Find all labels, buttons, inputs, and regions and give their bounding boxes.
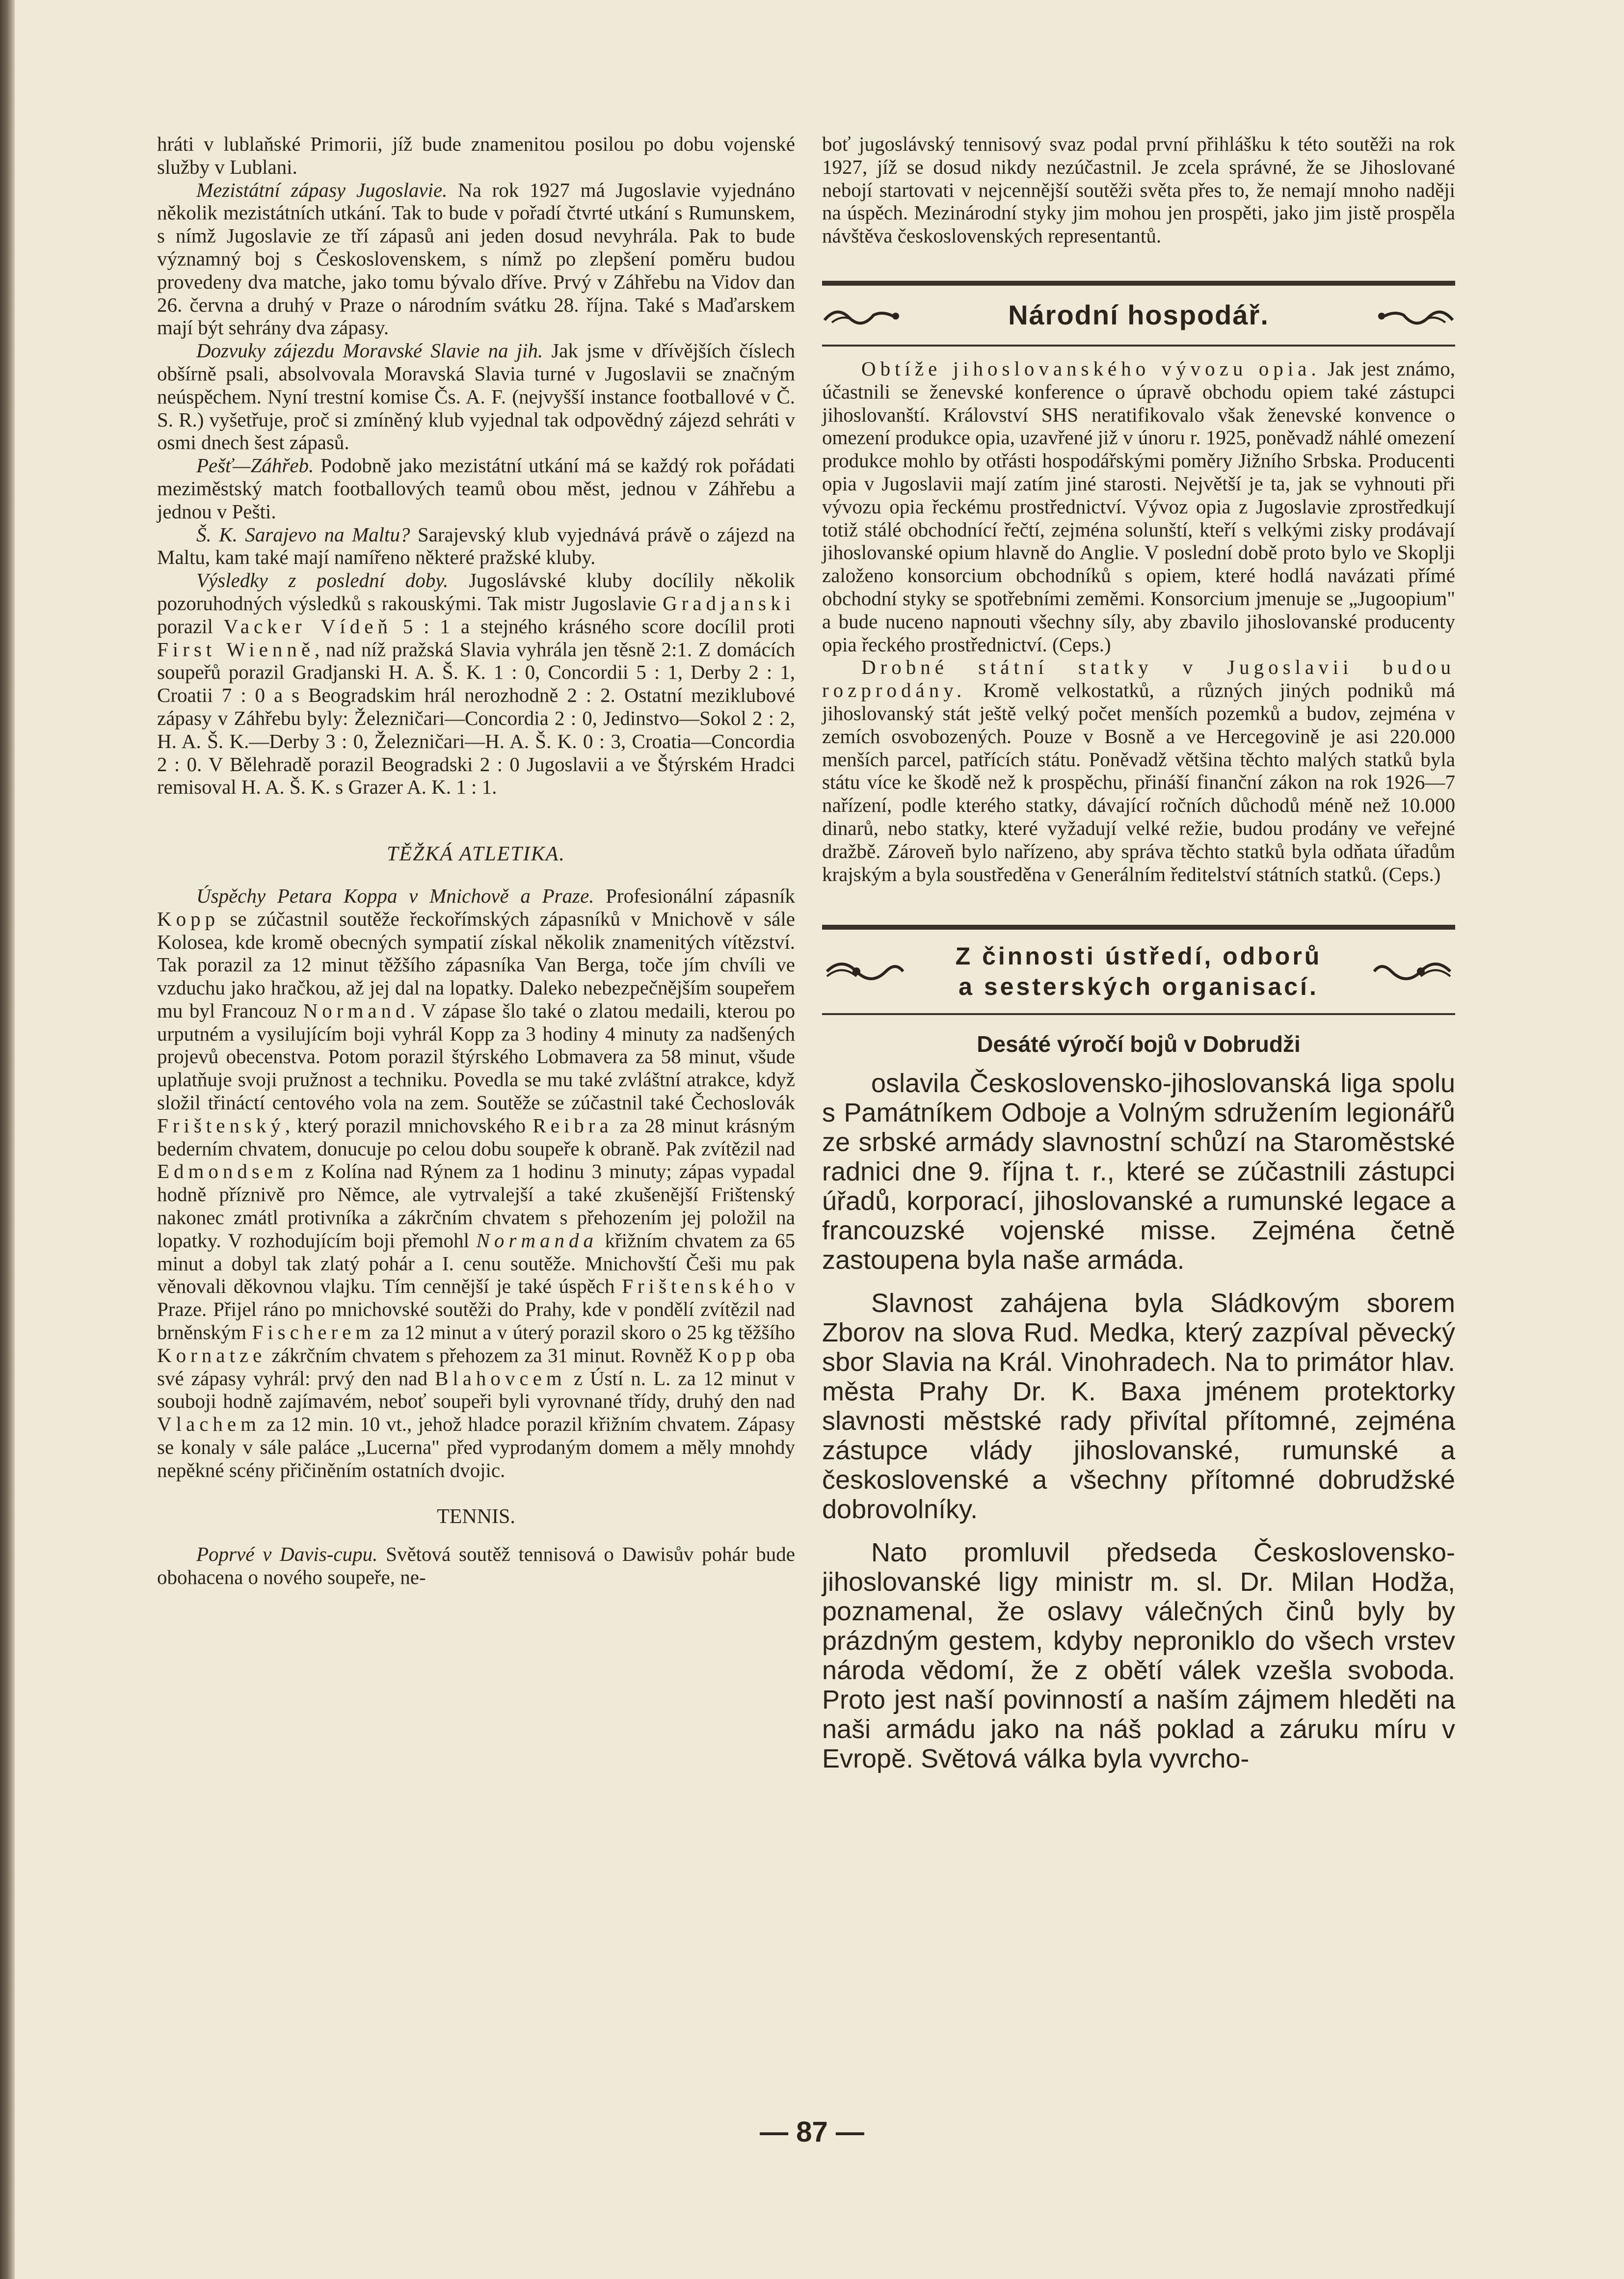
text: , nad níž pražská Slavia vyhrála jen těsně 2:1. Z domácích soupeřů porazil Gradjanski H. A. Š. K. 1 : 0, Concordii 5 : 1, Derby 2 : 1, Croatii 7 : 0 a s Beogradskim hrál nerozhodně 2 : 2. Ostatní meziklubové zápasy v Záhřebu byly: Železničari—Concordia 2 : 0, Jedinstvo—Sokol 2 : 2, H. A. Š. K.—Derby 3 : 0, Železničari—H. A. Š. K. 0 : 3, Croatia—Concordia 2 : 0. V Bělehradě porazil Beogradski 2 : 0 Jugoslavii a ve Štýrském Hradci remisoval H. A. Š. K. s Grazer A. K. 1 : 1. <box>157 638 795 799</box>
spaced-name: Frištenský <box>157 1114 285 1137</box>
left-flourish-ornament-icon <box>822 300 905 330</box>
headline-uspechy-koppa: Úspěchy Petara Koppa v Mnichově a Praze. <box>196 884 594 907</box>
right-scroll-ornament-icon <box>1372 957 1455 986</box>
section-rule-top <box>822 281 1455 286</box>
large-paragraph-1: oslavila Československo-jihoslovanská liga spolu s Památníkem Odboje a Volným sdružením legionářů ze srbské armády slavnostní schůzí na Staroměstské radnici dne 9. října t. r., které se zúčastnili zástupci úřadů, korporací, jihoslovanské a rumunské legace a francouzské vojenské misse. Zejména četně zastoupena byla naše armáda. <box>822 1069 1455 1275</box>
left-paragraph-8-text: Světová soutěž tennisová o Dawisův pohár bude obohacena o nového soupeře, ne- <box>157 1543 795 1589</box>
left-paragraph-4-text: Podobně jako mezistátní utkání má se každý rok pořádati meziměstský match footballových teamů obou měst, jednou v Záhřebu a jednou v Pešti. <box>157 454 795 523</box>
left-paragraph-1: hráti v lublaňské Primorii, jíž bude znamenitou posilou po dobu vojenské služby v Lublani. <box>157 133 795 178</box>
large-paragraph-3: Nato promluvil předseda Československo-jihoslovanské ligy ministr m. sl. Dr. Milan Hodža, poznamenal, že oslavy válečných činů byly by prázdným gestem, kdyby neproniklo do všech vrstev národa vědomí, že z obětí válek vzešla svoboda. Proto jest naší povinností a naším zájmem hleděti na naši armádu jako na náš poklad a záruku míru v Evropě. Světová válka byla vyvrcho- <box>822 1538 1455 1774</box>
banner2-line-2: a sesterských organisací. <box>958 973 1319 1001</box>
left-paragraph-2-text: Na rok 1927 má Jugoslavie vyjednáno několik mezistátních utkání. Tak to bude v pořadí čtvrté utkání s Rumunskem, s nímž Jugoslavie ze tří zápasů ani jeden dosud nevyhrála. Pak to bude významný boj s Československem, s nímž po zlepšení poměru budou provedeny dva matche, jako tomu bývalo dříve. Prvý v Záhřebu na Vidov dan 26. června a druhý v Praze o národním svátku 28. října. Také s Maďarskem mají být sehrány dva zápasy. <box>157 178 795 339</box>
left-paragraph-5-text: Sarajevský klub vyjednává právě o zájezd na Maltu, kam také mají namířeno některé pražské kluby. <box>157 523 796 569</box>
text: . V zápase šlo také o zlatou medaili, kterou po urputném a vysilujícím boji vyhrál Kopp za 3 hodiny 4 minuty za nadšených projevů obecenstva. Potom porazil štýrského Lobmavera za 58 minut, všude uplatňuje svoji pružnost a techniku. Povedla se mu také zvláštní atrakce, když složil třináctí centového vola na zem. Soutěže se zúčastnil také Čechoslovák <box>157 999 795 1114</box>
section-rule-bottom-2 <box>822 1013 1455 1015</box>
spaced-name: Fischerem <box>252 1321 376 1344</box>
spaced-name: Kopp <box>698 1343 761 1367</box>
headline-mezistatni-zapasy: Mezistátní zápasy Jugoslavie. <box>196 178 448 201</box>
page-number: — 87 — <box>760 2116 864 2148</box>
right-paragraph-2-text: Jak jest známo, účastnili se ženevské konference o úpravě obchodu opiem také zástupci jihoslovanští. Království SHS neratifikovalo však ženevské konvence o omezení produkce opia, uzavřené již v únoru r. 1925, poněvadž náhlé omezení produkce mohlo by otřásti hospodářskými poměry Jižního Srbska. Producenti opia v Jugoslavii mají zatím jiné starosti. Největší je ta, jak se vyhnouti při vývozu opia řeckému prostřednictví. Vývoz opia z Jugoslavie zprostředkují totiž stálé obchodnící řečtí, zejména solunští, kteří s velkými zisky prodávají jihoslovanské opium hlavně do Anglie. V poslední době proto bylo ve Skoplji založeno konsorcium obchodníků s opiem, které hodlá navázati přímé obchodní styky se spotřebními zeměmi. Konsorcium jmenuje se „Jugoopium" a bude nuceno napnouti všechny síly, aby zbavilo jihoslovanské producenty opia řeckého prostřednictví. (Ceps.) <box>822 357 1455 656</box>
text: oba své zápasy vyhrál: prvý den nad <box>157 1343 795 1390</box>
banner2-title <box>956 941 1322 1002</box>
headline-poprve-davis-cup: Poprvé v Davis-cupu. <box>196 1543 378 1566</box>
article-body-large <box>822 1069 1455 1773</box>
text: Profesionální zápasník <box>594 884 795 907</box>
left-paragraph-3 <box>157 339 795 454</box>
spaced-name: Frištenského <box>622 1275 778 1298</box>
left-paragraph-7 <box>157 885 795 1482</box>
text: , který porazil mnichovského <box>285 1114 533 1137</box>
spaced-name: Blahovcem <box>434 1367 566 1390</box>
text: zákrčním chvatem s přehozem za 31 minut. Rovněž <box>266 1343 698 1367</box>
right-paragraph-2 <box>822 357 1455 656</box>
headline-dozvuky-zajezdu: Dozvuky zájezdu Moravské Slavie na jih. <box>196 339 543 362</box>
right-flourish-ornament-icon <box>1372 300 1455 330</box>
text: z Ústí n. L. za 12 minut v souboji hodně zajímavém, neboť soupeři byli vyrovnané třídy, druhý den nad <box>157 1367 795 1413</box>
banner-narodni-hospodar <box>822 286 1455 345</box>
spaced-name: First Wienně <box>157 638 315 661</box>
large-paragraph-2: Slavnost zahájena byla Sládkovým sborem Zborov na slova Rud. Medka, který zazpíval pěvecký sbor Slavia na Král. Vinohradech. Na to primátor hlav. města Prahy Dr. K. Baxa jménem protektorky slavnosti městské rady přivítal přítomné, zejména zástupce vlády jihoslovanské, rumunské a československé a všechny přítomné dobrudžské dobrovolníky. <box>822 1288 1455 1525</box>
text: křižním chvatem za 65 minut a dobyl tak zlatý pohár a I. cenu soutěže. Mnichovští Češi mu pak věnovali děkovnou vlajku. Tím cennější je také úspěch <box>157 1229 795 1298</box>
right-paragraph-3-text: Kromě velkostatků, a různých jiných podniků má jihoslovanský stát ještě velký počet menších pozemků a budov, zejména v zemích osvobozených. Pouze v Bosně a ve Hercegovině je asi 220.000 menších parcel, patřících státu. Poněvadž většina těchto malých statků byla státu více ke škodě než k prospěchu, přináší finanční zákon na rok 1926—7 nařízení, podle kterého statky, dávající ročních důchodů méně než 10.000 dinarů, nebo statky, které vyžadují velké režie, budou prodány ve veřejné dražbě. Zároveň bylo nařízeno, aby správa těchto statků byla odňata úřadům krajským a byla soustředěna v Generálním ředitelství státních statků. (Ceps.) <box>822 679 1455 885</box>
banner-title: Národní hospodář. <box>1008 299 1269 330</box>
headline-drobne-statky: Drobné státní statky v Jugoslavii budou rozprodány. <box>822 656 1455 702</box>
text: se zúčastnil soutěže řeckořímských zápasníků v Mnichově v sále Kolosea, kde kromě obecných sympatií získal několik znamenitých vítězství. Tak porazil za 12 minut těžšího zápasníka Van Berga, toče jím chvíli ve vzduchu jako hračkou, až jej dal na lopatky. Daleko nebezpečnějším soupeřem mu byl Francouz <box>157 907 795 1022</box>
spaced-name: Gradjanski <box>663 591 795 615</box>
spaced-name: Vlachem <box>157 1413 261 1436</box>
text: za 28 minut krásným bederním chvatem, donucuje po celou dobu soupeře k obraně. Pak zvítězil nad <box>157 1114 795 1160</box>
left-paragraph-5 <box>157 523 795 569</box>
spaced-name: Kornatze <box>157 1343 266 1367</box>
spaced-name: Normanda <box>476 1229 598 1252</box>
section-rule-top-2 <box>822 925 1455 930</box>
banner2-line-1: Z činnosti ústředí, odborů <box>955 942 1322 970</box>
spaced-name: Reibra <box>532 1114 613 1137</box>
section-heading-atletika: TĚŽKÁ ATLETIKA. <box>387 843 565 866</box>
text: Jugoslávské kluby docílily několik pozoruhodných výsledků s rakouskými. Tak mistr Jugoslavie <box>157 569 795 615</box>
text: 5 : 1 a stejného krásného score docílil proti <box>392 615 795 638</box>
left-paragraph-8 <box>157 1543 795 1589</box>
section-rule-bottom <box>822 345 1455 347</box>
article-subheading: Desáté výročí bojů v Dobrudži <box>977 1031 1301 1057</box>
headline-vysledky: Výsledky z poslední doby. <box>196 569 449 592</box>
text: za 12 min. 10 vt., jehož hladce porazil křižním chvatem. Zápasy se konaly v sále paláce „Lucerna" před vyprodaným domem a měly mnohdy nepěkné scény přičiněním ostatních dvojic. <box>157 1413 795 1481</box>
left-scroll-ornament-icon <box>822 957 905 986</box>
text: porazil <box>157 615 224 638</box>
left-paragraph-2 <box>157 179 795 340</box>
spaced-name: Edmondsem <box>157 1160 297 1183</box>
headline-pest-zahreb: Pešť—Záhřeb. <box>196 454 314 477</box>
headline-obtize-opia: Obtíže jihoslovanského vývozu opia. <box>861 357 1321 380</box>
right-paragraph-3 <box>822 656 1455 885</box>
page-binding-shadow <box>0 0 15 2279</box>
left-paragraph-4 <box>157 454 795 523</box>
spaced-name: Vacker Vídeň <box>223 615 392 638</box>
left-paragraph-6 <box>157 569 795 799</box>
text: v Praze. Přijel ráno po mnichovské soutěži do Prahy, kde v pondělí zvítězil nad brněnským <box>157 1275 796 1344</box>
spaced-name: Normand <box>303 999 410 1022</box>
section-heading-tennis: TENNIS. <box>437 1505 515 1528</box>
text: z Kolína nad Rýnem za 1 hodinu 3 minuty; zápas vypadal hodně příznivě pro Němce, ale vytrvalejší a také zkušenější Frištenský nakonec zmátl protivníka a zákrčním chvatem s přehozením jej položil na lopatky. V rozhodujícím boji přemohl <box>157 1160 795 1252</box>
headline-sk-sarajevo: Š. K. Sarajevo na Maltu? <box>196 523 410 546</box>
banner-z-cinnosti-ustredi <box>822 930 1455 1013</box>
spaced-name: Kopp <box>157 907 220 930</box>
right-paragraph-1: boť jugoslávský tennisový svaz podal první přihlášku k této soutěži na rok 1927, jíž se dosud nikdy nezúčastnil. Je zcela správné, že se Jihoslované nebojí startovati v nejcennější soutěži světa přes to, že nemají mnoho naději na úspěch. Mezinárodní styky jim mohou jen prospěti, jako jim jistě prospěla návštěva československých representantů. <box>822 133 1455 247</box>
text: za 12 minut a v úterý porazil skoro o 25 kg těžšího <box>375 1321 795 1344</box>
left-column <box>157 133 795 1589</box>
left-paragraph-3-text: Jak jsme v dřívějších číslech obšírně psali, absolvovala Moravská Slavia turné v Jugoslavii se značným neúspěchem. Nyní trestní komise Čs. A. F. (nejvyšší instance footballové v Č. S. R.) vyšetřuje, proč si zmíněný klub vyjednal tak odpovědný zájezd sehráti v osmi dnech šest zápasů. <box>157 339 795 454</box>
right-column <box>822 133 1455 1773</box>
